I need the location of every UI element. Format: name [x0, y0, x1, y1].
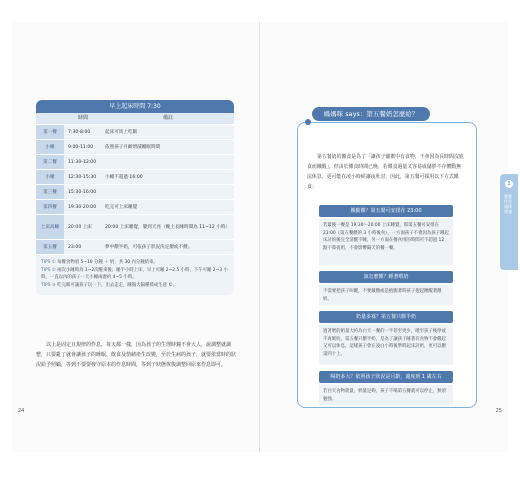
tip-line — [41, 282, 229, 290]
table-row — [36, 239, 234, 254]
row-time: 12:30-15:30 — [68, 174, 97, 180]
row-note: 20:00 上床睡覺，嬰到天亮（晚上長睡時間為 11~12 小時） — [105, 224, 231, 230]
table-row — [36, 199, 234, 214]
tip-key: TIPS ② — [41, 267, 56, 273]
chapter-tab — [500, 174, 518, 270]
section-title: 奶量多寡？第五餐只餵半奶 — [319, 311, 453, 323]
row-note: 吃完可上床睡覺 — [105, 204, 138, 210]
bubble-dot — [305, 119, 311, 125]
tip-line — [41, 259, 229, 267]
row-note: 小睡不超過 16:00 — [105, 174, 143, 180]
tip-text: 吃完飯可讓孩子玩一下，出去走走，睡獨大隔種孫成生意 ©。 — [57, 282, 178, 288]
tip-text: 兩次小睡時為 1~2次醒來後；睡半小時上床，早上可睡 2~2.5 小時、下午可睡 2~3 小時，一直以內的孩子一天小睡兩憲約 4~5 小時。 — [41, 267, 228, 280]
row-time: 9:00-11:00 — [68, 144, 94, 150]
row-note: 起床可馬上吃飯 — [105, 129, 138, 135]
tip-key: TIPS ③ — [41, 282, 56, 288]
left-page — [12, 22, 260, 452]
header-time: 時間 — [77, 115, 88, 121]
book-spread — [12, 22, 512, 452]
row-note — [102, 155, 234, 169]
chapter-number: 1 — [505, 180, 513, 188]
section-title: 餵勤餵？第五餐可安排在 23:00 — [319, 205, 453, 217]
table-row — [36, 214, 234, 239]
row-time: 11:30-12:00 — [68, 159, 97, 165]
row-note: 依照孩子月齡增減睡眠時間 — [105, 144, 161, 150]
table-row — [36, 124, 234, 139]
page-number: 25 — [495, 408, 502, 414]
chapter-label: 寶寶作息規律建議 — [504, 194, 512, 214]
tip-line — [41, 267, 229, 282]
row-time: 7:30-8:00 — [68, 129, 91, 135]
section-body: 不需要把孩子叫醒，不要戴餵或是抱腿著時孩子抱起餵醒著餵奶。 — [319, 285, 453, 305]
schedule-title: 早上起床時間 7:30 — [36, 100, 234, 113]
row-note — [102, 185, 234, 199]
row-time: 15:30-16:00 — [68, 189, 97, 195]
row-time: 23:00 — [68, 244, 82, 250]
section-body: 若最後一餐是 19:30～20:00 上床睡覺，那第五餐可安排在 23:00（第五餐餵的 3 小時後食），一方面孩子不會因為孩子餓起床討的後完全清醒不睡，另一方面在餐食用的時間可不超過 12 點不算夜奶，不會影響隔天的餐一餐。 — [319, 219, 453, 265]
header-note: 備註 — [162, 115, 173, 121]
row-label: 第一餐 — [36, 125, 64, 139]
row-note: 夢中餵半奶，可依孩子狀況決定餵或不餵。 — [105, 244, 193, 250]
table-row — [36, 184, 234, 199]
tips-block — [36, 254, 234, 295]
row-label: 上床高睡 — [36, 215, 64, 239]
page-number: 24 — [18, 408, 25, 414]
row-time: 20:00 上床 — [68, 225, 92, 230]
row-label: 第三餐 — [36, 185, 64, 199]
row-label: 小睡 — [36, 170, 64, 184]
section-title: 該怎麼餵？睡著喂奶 — [319, 271, 453, 283]
schedule-table — [36, 100, 234, 295]
row-label: 小睡 — [36, 140, 64, 154]
row-time: 19:30-20:00 — [68, 204, 97, 210]
section-title: 喝奶多大？依照孩子狀況是月齡，適度到 1 歲左右 — [319, 371, 453, 383]
tip-box-title: 媽媽咪 says：第五餐奶怎麼給？ — [312, 107, 430, 121]
tip-text: 每餐食物須 5~10 分鐘 ＋ 奶，共 30 內分鐘結束。 — [57, 260, 158, 265]
right-page — [261, 22, 512, 452]
table-row — [36, 169, 234, 184]
table-row — [36, 154, 234, 169]
header-blank — [36, 113, 64, 124]
row-label: 第二餐 — [36, 155, 64, 169]
table-row — [36, 139, 234, 154]
schedule-header — [36, 113, 234, 124]
tip-key: TIPS ① — [41, 260, 56, 265]
body-paragraph: 以上是固定且規律的作息，每天都一樣，因為孩子的生理時鐘不會大人，說調整就調整，只要亂了就會讓孩子的睡眠、飲食及情緒產生改變，至於生病的孩子，就要依當時的狀況給予照顧，等到不要要發守原本的作息時間，等到子狀態恢復調整回原來作息即可。 — [36, 342, 237, 368]
row-label: 第四餐 — [36, 200, 64, 214]
row-label: 第五餐 — [36, 240, 64, 254]
section-body: 若白天食物就量，奶量足夠，孩子不喝第五餐就可以停止，無須勉強。 — [319, 385, 453, 405]
tip-intro: 第五餐奶的餵食是為了「讓孩子儲蓄中有食物，不會因為長時間沒進食而餓醒」，但由於餵食時間已晚，若餵食過量又容易成儲胖不存體動無法休息，更可能在凌小時候讓夜肚討，因此，第五餐可採用以下方式餵食： — [307, 154, 464, 190]
section-body: 過著喂的奶量大約為白天一餐的一半甚至更少，喂至孩子後停或不再吸吮，第五餐只餵半奶，是為了讓孩子睡著有食物不會餓起又可以休息，這樣孩子會在凌白小時後準時起床討奶，更可以餵第四十上。 — [319, 325, 453, 365]
